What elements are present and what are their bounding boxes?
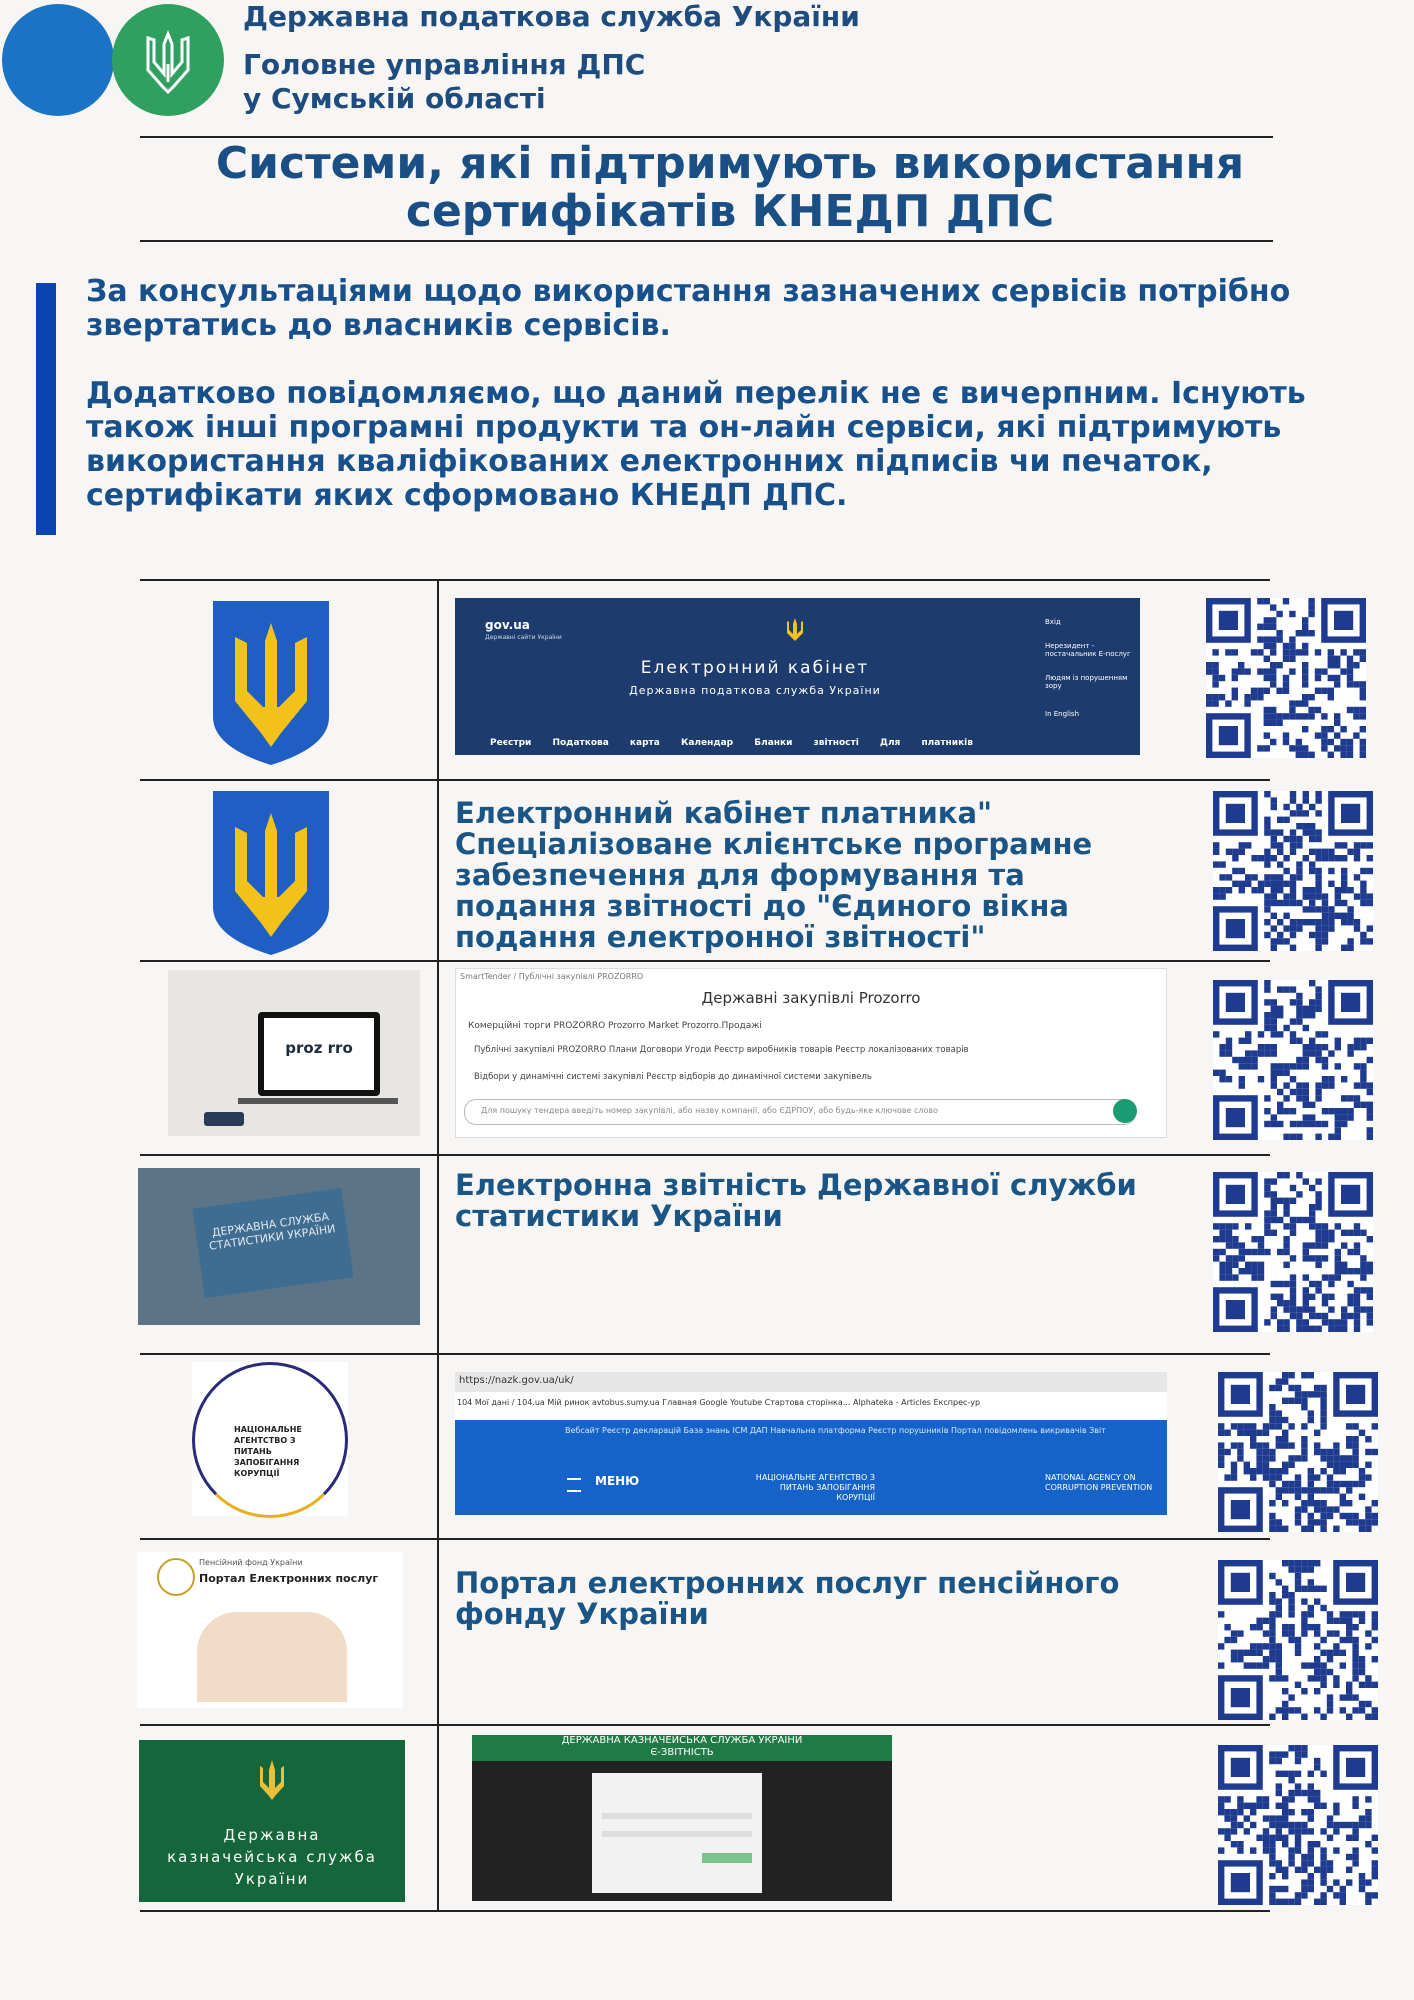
quote-paragraph-2: Додатково повідомляємо, що даний перелік не є вичерпним. Існують також інші програмні продукти та он-лайн сервіси, які підтримують використання кваліфікованих електронних підписів чи печаток, сертифікати яких сформовано КНЕДП ДПС. [86, 376, 1306, 513]
row-2-description: Електронний кабінет платника" Спеціалізоване клієнтське програмне забезпечення для формування та подання звітності до "Єдиного вікна подання електронної звітності" [455, 796, 1093, 954]
page-title [140, 140, 1320, 236]
quote-bar [36, 283, 56, 535]
trident-icon [112, 4, 224, 116]
page-title-line1: Системи, які підтримують використання [215, 138, 1245, 189]
prozorro-heading: Державні закупівлі Prozorro [701, 989, 921, 1007]
login-button[interactable] [702, 1853, 752, 1863]
qr-code[interactable] [1218, 1560, 1378, 1720]
cabinet-menu[interactable]: Реєстри Податкова карта Календар Бланки звітності Для платників [490, 738, 973, 748]
prozorro-screenshot [455, 968, 1167, 1138]
tax-cabinet-screenshot [455, 598, 1140, 755]
prozorro-laptop-photo [168, 970, 420, 1136]
treasury-header-line2: Є-ЗВІТНІСТЬ [650, 1747, 714, 1758]
gov-ua-logo: gov.ua [485, 618, 530, 632]
row-6-description: Портал електронних послуг пенсійного фонду України [455, 1566, 1120, 1631]
prozorro-search-input[interactable] [464, 1099, 1136, 1125]
org-name-line3: у Сумській області [243, 82, 546, 115]
logo-circle-green [112, 4, 224, 116]
treasury-login-form[interactable] [592, 1773, 762, 1893]
login-link[interactable]: Вхід [1045, 618, 1061, 626]
agency-name-ua: НАЦІОНАЛЬНЕ АГЕНТСТВО З ПИТАНЬ ЗАПОБІГАННЯ КОРУПЦІЇ [755, 1473, 875, 1502]
table-rule [140, 1910, 1270, 1912]
nazk-logo [192, 1362, 348, 1516]
treasury-logo-banner [139, 1740, 405, 1902]
people-photo [197, 1612, 347, 1702]
menu-icon[interactable] [567, 1478, 581, 1492]
form-field[interactable] [602, 1813, 752, 1819]
title-rule-bottom [140, 240, 1273, 242]
logo-circle-blue [2, 4, 114, 116]
org-name-line2: Головне управління ДПС [243, 48, 646, 81]
qr-code[interactable] [1218, 1372, 1378, 1532]
coat-of-arms-icon [209, 787, 333, 957]
bookmarks-bar[interactable]: 104 Мої дані / 104.ua Мій ринок avtobus.sumy.ua Главная Google Youtube Стартова сторінка... Alphateka - Articles Експрес-ур [457, 1398, 981, 1407]
nazk-logo-text: НАЦІОНАЛЬНЕ АГЕНТСТВО З ПИТАНЬ ЗАПОБІГАННЯ КОРУПЦІЇ [234, 1425, 302, 1478]
qr-code[interactable] [1213, 980, 1373, 1140]
breadcrumb: SmartTender / Публічні закупівлі PROZORRO [460, 972, 644, 981]
pfu-emblem-icon [157, 1558, 195, 1596]
table-rule [140, 1724, 1270, 1726]
english-link[interactable]: In English [1045, 710, 1080, 718]
table-rule [140, 1154, 1270, 1156]
nazk-header-bar [455, 1420, 1167, 1515]
prozorro-laptop-logo: proz rro [264, 1018, 374, 1090]
form-field[interactable] [602, 1831, 752, 1837]
coat-of-arms-icon [209, 597, 333, 767]
treasury-header-line1: ДЕРЖАВНА КАЗНАЧЕЙСЬКА СЛУЖБА УКРАЇНИ [561, 1735, 803, 1746]
quote-paragraph-1: За консультаціями щодо використання зазначених сервісів потрібно звертатись до власників сервісів. [86, 274, 1291, 343]
prozorro-options[interactable]: Відбори у динамічні системі закупівлі Реєстр відборів до динамічної системи закупівель [474, 1072, 872, 1082]
url-text: https://nazk.gov.ua/uk/ [459, 1375, 574, 1386]
accessibility-link[interactable]: Людям із порушенням зору [1045, 674, 1128, 690]
page-title-line2: сертифікатів КНЕДП ДПС [405, 186, 1055, 237]
nazk-links[interactable]: Вебсайт Реєстр декларацій База знань ІСМ ДАП Навчальна платформа Реєстр порушників Портал повідомлень викривачів Звіт [565, 1426, 1106, 1435]
treasury-header [472, 1735, 892, 1761]
treasury-logo-line3: України [234, 1870, 310, 1888]
cabinet-title: Електронний кабінет [640, 658, 870, 678]
qr-code[interactable] [1213, 791, 1373, 951]
search-icon[interactable] [1113, 1099, 1137, 1123]
table-rule [140, 1538, 1270, 1540]
treasury-screenshot [472, 1735, 892, 1901]
address-bar[interactable] [455, 1372, 1167, 1392]
table-rule [140, 579, 1270, 581]
qr-code[interactable] [1218, 1745, 1378, 1905]
table-rule [140, 960, 1270, 962]
prozorro-options[interactable]: Публічні закупівлі PROZORRO Плани Договори Угоди Реєстр виробників товарів Реєстр локалізованих товарів [474, 1045, 969, 1055]
pfu-portal-title: Портал Електронних послуг [199, 1572, 379, 1585]
cabinet-subtitle: Державна податкова служба України [629, 684, 881, 697]
org-name-line1: Державна податкова служба України [243, 0, 860, 33]
agency-name-en: NATIONAL AGENCY ON CORRUPTION PREVENTION [1045, 1473, 1153, 1492]
table-rule [140, 1353, 1270, 1355]
qr-code[interactable] [1206, 598, 1366, 758]
treasury-logo-line1: Державна [223, 1826, 321, 1844]
qr-code[interactable] [1213, 1172, 1373, 1332]
trident-icon [785, 616, 805, 642]
treasury-logo-line2: казначейська служба [167, 1848, 377, 1866]
table-rule [140, 779, 1270, 781]
nazk-screenshot [455, 1372, 1167, 1515]
search-placeholder: Для пошуку тендера введіть номер закупівлі, або назву компанії, або ЄДРПОУ, або будь-яке ключове слово [481, 1106, 939, 1115]
pfu-small-label: Пенсійний фонд України [199, 1558, 303, 1567]
statistics-sign: ДЕРЖАВНА СЛУЖБА СТАТИСТИКИ УКРАЇНИ [192, 1188, 353, 1298]
prozorro-tabs[interactable]: Комерційні торги PROZORRO Prozorro Market Prozorro.Продажі [468, 1021, 762, 1031]
pfu-portal-banner [137, 1552, 403, 1708]
gov-ua-subtitle: Державні сайти України [485, 634, 562, 641]
row-4-description: Електронна звітність Державної служби статистики України [455, 1168, 1137, 1233]
menu-button[interactable]: МЕНЮ [595, 1474, 640, 1488]
nonresident-link[interactable]: Нерезидент - постачальник Е-послуг [1045, 642, 1131, 658]
statistics-building-photo [138, 1168, 420, 1325]
trident-icon [257, 1758, 287, 1802]
